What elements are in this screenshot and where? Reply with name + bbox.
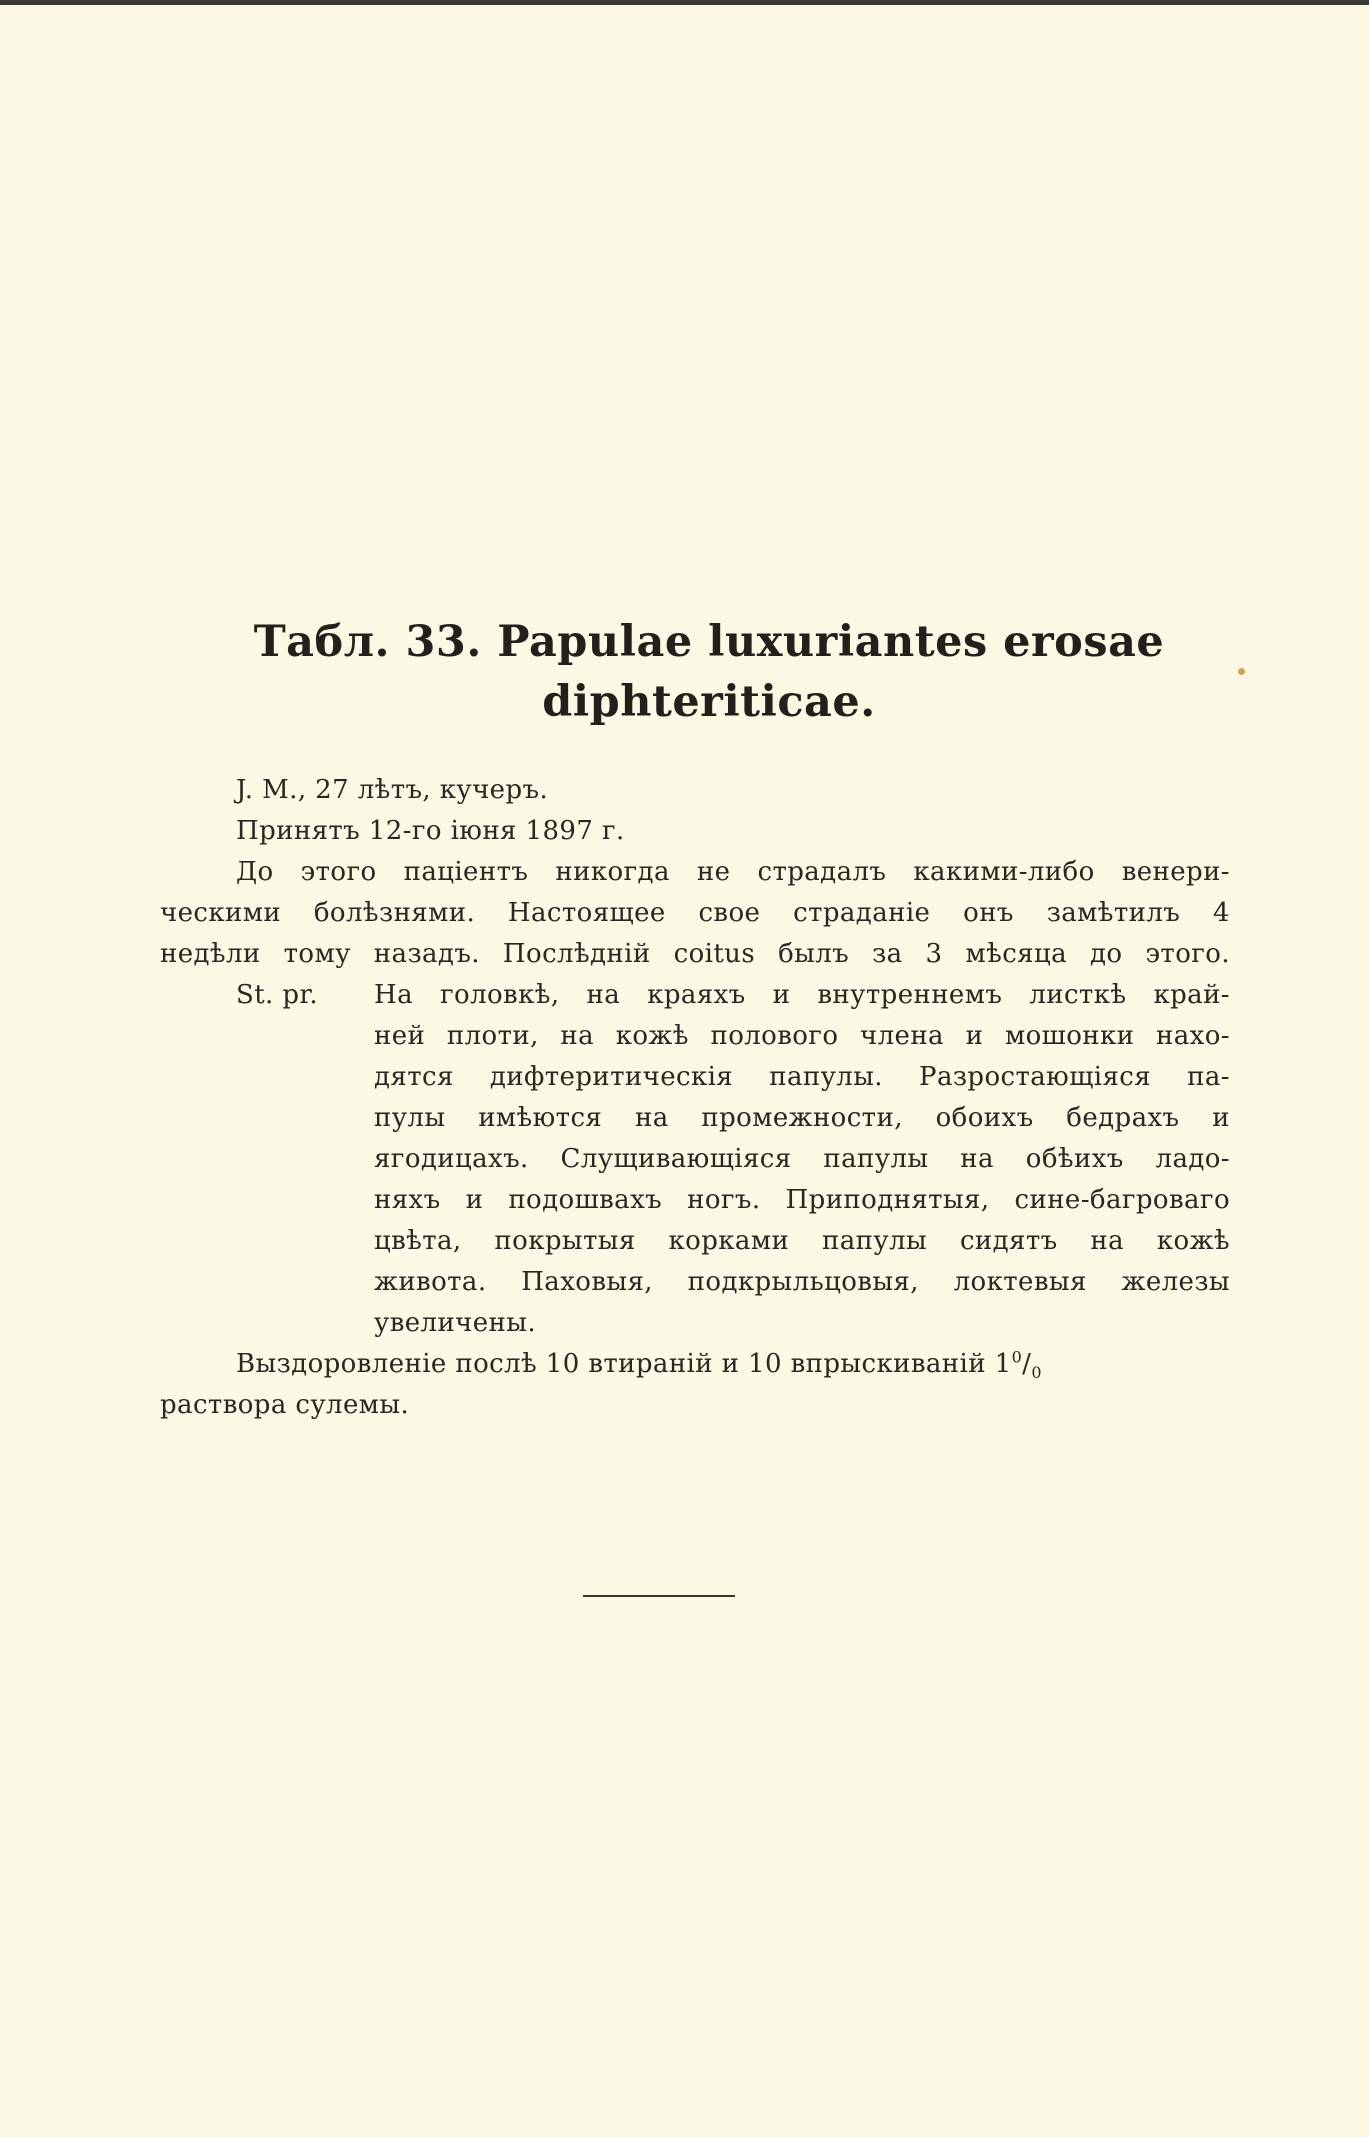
plate-title-line-1: Табл. 33. Papulae luxuriantes erosae [253, 617, 1165, 667]
document-page [160, 612, 1230, 1426]
history-line-3: недѣли тому назадъ. Послѣдній coitus былъ за 3 мѣсяца до этого. [160, 939, 1230, 969]
percent-top: 0 [1011, 1347, 1023, 1367]
outcome-line-2: раствора сулемы. [160, 1390, 410, 1420]
patient-info: J. M., 27 лѣтъ, кучеръ. [236, 775, 549, 805]
status-text [374, 975, 1230, 1344]
page-top-edge [0, 0, 1369, 5]
status-line-3: дятся дифтеритическія папулы. Разростающіяся па- [374, 1062, 1230, 1092]
history-line-2: ческими болѣзнями. Настоящее свое страданіе онъ замѣтилъ 4 [160, 898, 1230, 928]
percent-slash: / [1022, 1349, 1032, 1379]
ink-speck [1238, 668, 1245, 675]
status-line-7: цвѣта, покрытыя корками папулы сидятъ на кожѣ [374, 1226, 1230, 1256]
history-paragraph [160, 852, 1230, 975]
plate-title [188, 612, 1230, 732]
status-praesens [160, 975, 1230, 1344]
closing-rule [583, 1595, 735, 1597]
status-line-2: ней плоти, на кожѣ полового члена и мошонки нахо- [374, 1021, 1230, 1051]
status-line-8: живота. Паховыя, подкрыльцовыя, локтевыя железы [374, 1267, 1230, 1297]
status-line-9: увеличены. [374, 1308, 537, 1338]
admission-date: Принятъ 12-го іюня 1897 г. [236, 816, 625, 846]
status-label: St. pr. [236, 980, 319, 1010]
status-line-4: пулы имѣются на промежности, обоихъ бедрахъ и [374, 1103, 1230, 1133]
outcome-line-1 [160, 1344, 1230, 1385]
plate-title-line-2: diphteriticae. [542, 677, 876, 727]
status-line-1: На головкѣ, на краяхъ и внутреннемъ листкѣ край- [374, 980, 1230, 1010]
status-line-5: ягодицахъ. Слущивающіяся папулы на обѣихъ ладо- [374, 1144, 1230, 1174]
history-line-1: До этого паціентъ никогда не страдалъ какими-либо венери- [236, 857, 1230, 887]
percent-bottom: 0 [1031, 1363, 1042, 1383]
outcome-paragraph [160, 1344, 1230, 1426]
status-line-6: няхъ и подошвахъ ногъ. Приподнятыя, сине-багроваго [374, 1185, 1230, 1215]
outcome-text: Выздоровленіе послѣ 10 втираній и 10 впрыскиваній 1 [236, 1349, 1012, 1379]
